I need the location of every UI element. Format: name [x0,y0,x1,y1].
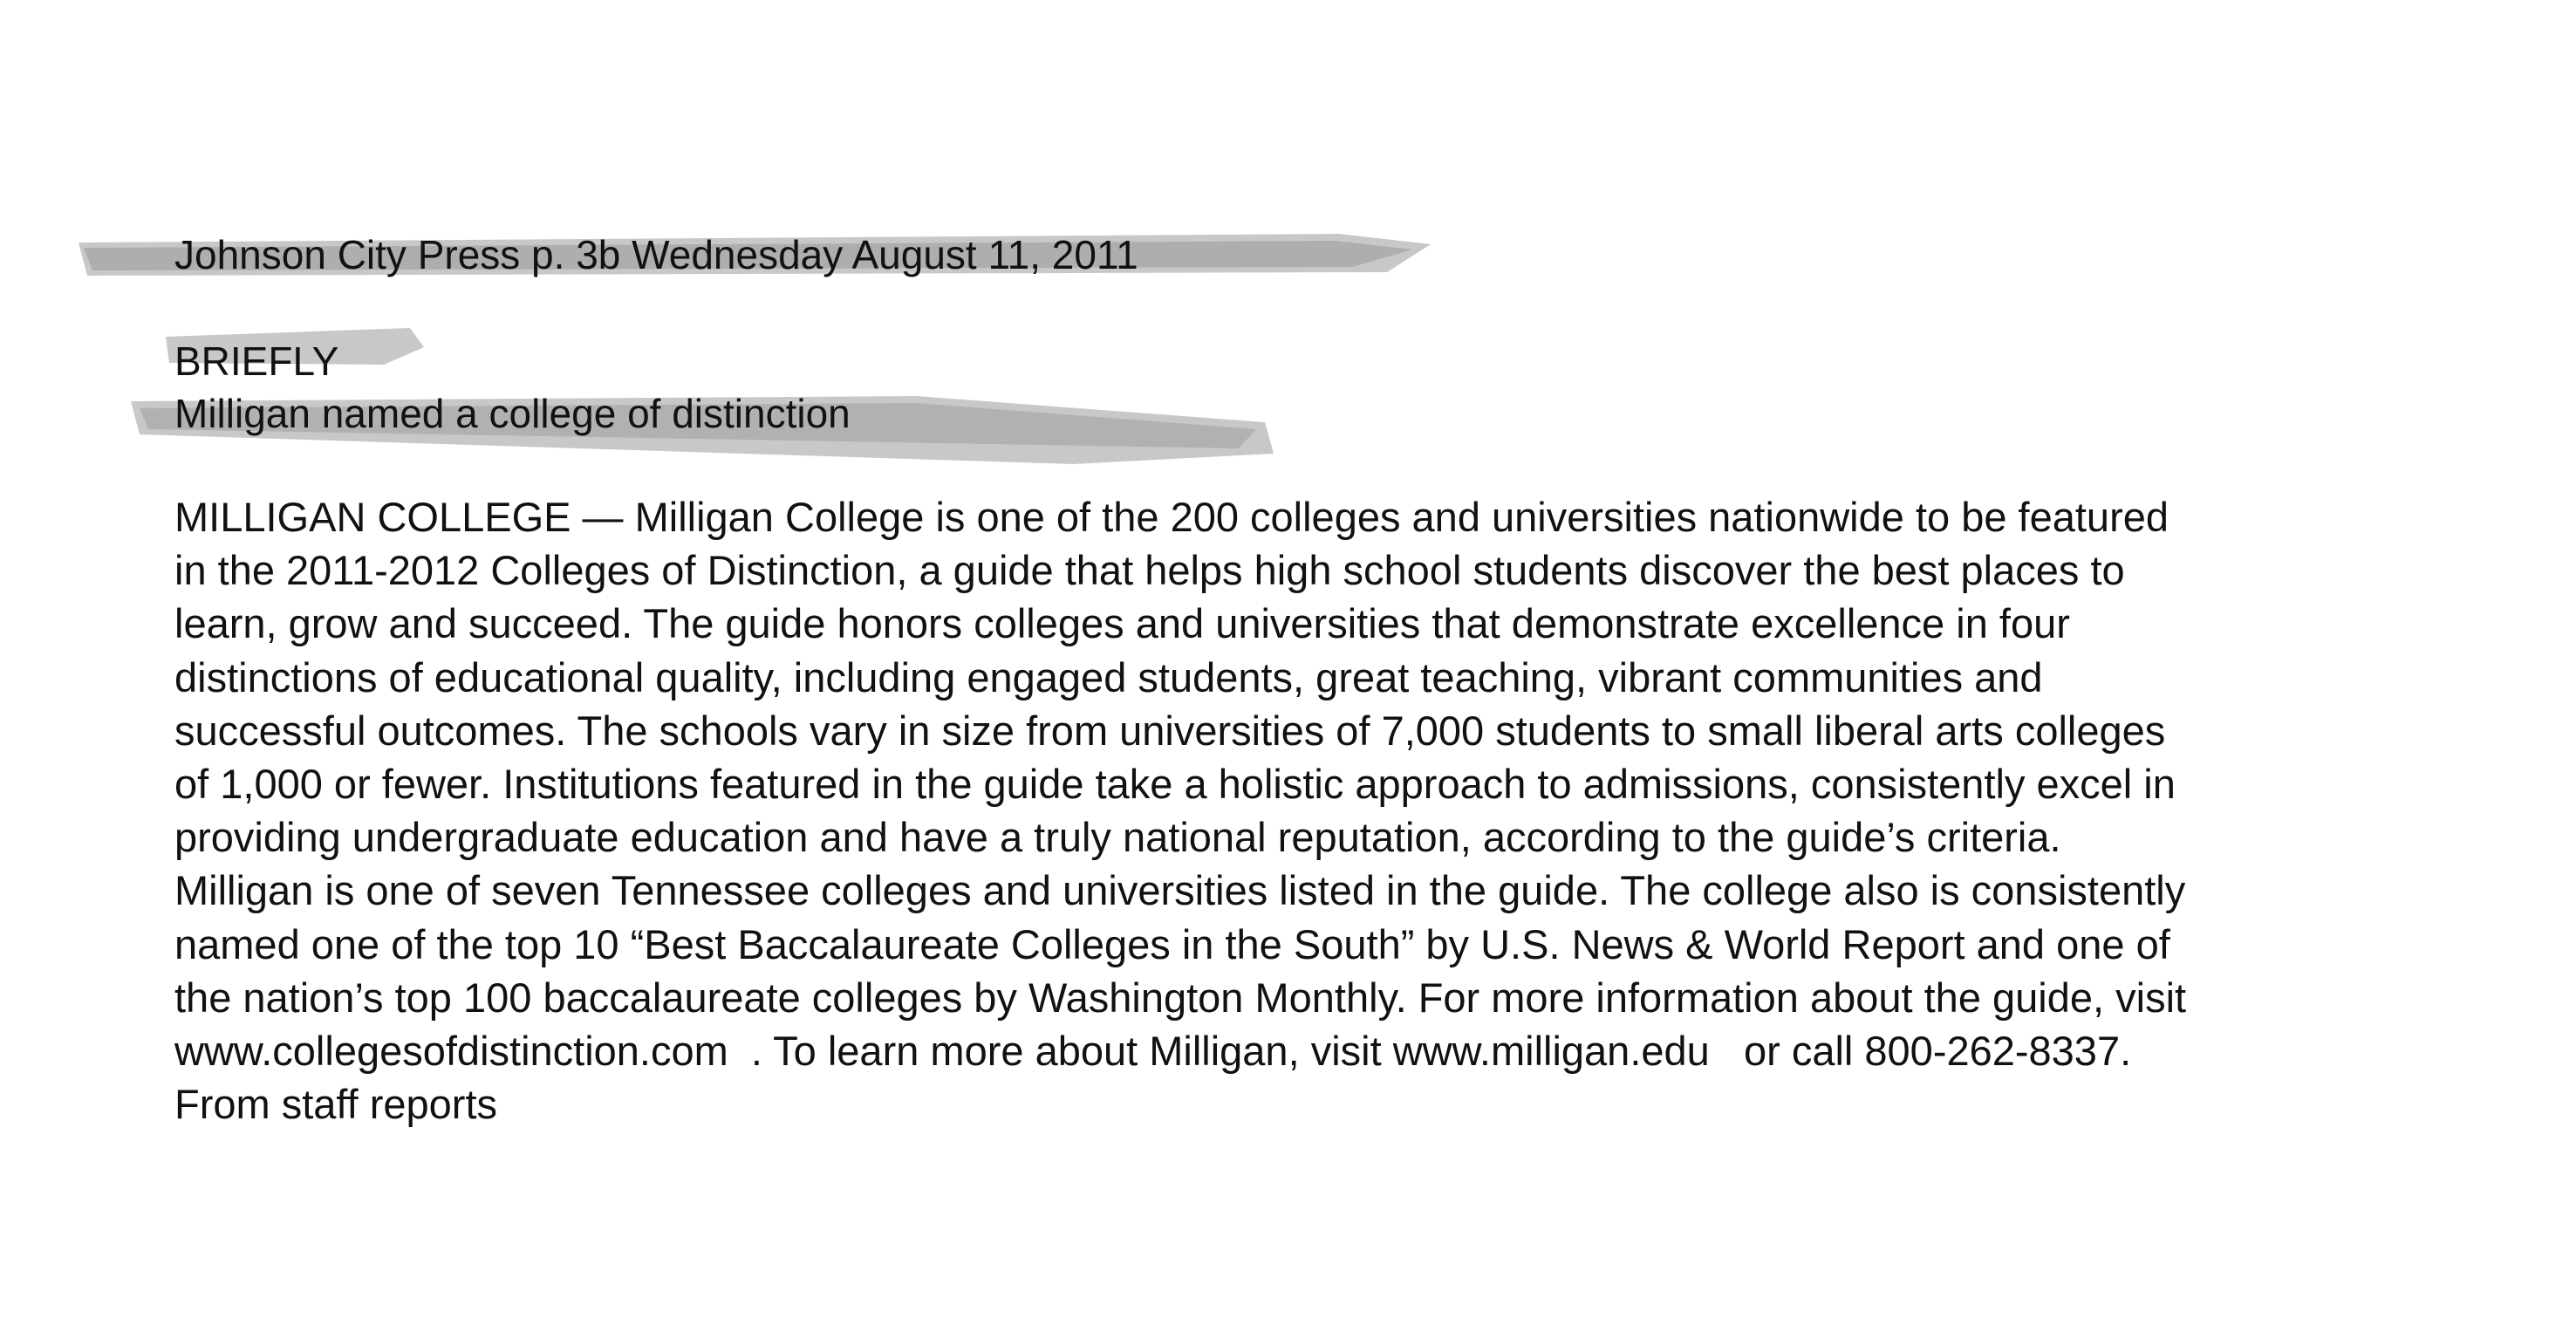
body-line: www.collegesofdistinction.com . To learn more about Milligan, visit www.milligan.edu or call 800-262-8337. [174,1028,2132,1075]
article-headline: Milligan named a college of distinction [174,391,851,436]
byline: From staff reports [174,1081,498,1128]
body-line: Milligan is one of seven Tennessee colleges and universities listed in the guide. The college also is consistently [174,867,2186,914]
section-label: BRIEFLY [174,338,339,384]
body-line: providing undergraduate education and have a truly national reputation, according to the guide’s criteria. [174,814,2061,861]
body-line: the nation’s top 100 baccalaureate colleges by Washington Monthly. For more information about the guide, visit [174,974,2187,1021]
body-line: MILLIGAN COLLEGE — Milligan College is one of the 200 colleges and universities nationwide to be featured [174,494,2169,540]
newspaper-citation: Johnson City Press p. 3b Wednesday August 11, 2011 [174,232,1138,277]
body-line: of 1,000 or fewer. Institutions featured in the guide take a holistic approach to admissions, consistently excel in [174,761,2176,808]
body-line: named one of the top 10 “Best Baccalaureate Colleges in the South” by U.S. News & World Report and one of [174,920,2170,967]
body-line: distinctions of educational quality, including engaged students, great teaching, vibrant communities and [174,653,2043,701]
body-line: learn, grow and succeed. The guide honors colleges and universities that demonstrate excellence in four [174,600,2070,647]
body-line: successful outcomes. The schools vary in size from universities of 7,000 students to small liberal arts colleges [174,707,2166,754]
body-line: in the 2011-2012 Colleges of Distinction, a guide that helps high school students discover the best places to [174,547,2125,594]
article-body [174,490,2512,1131]
